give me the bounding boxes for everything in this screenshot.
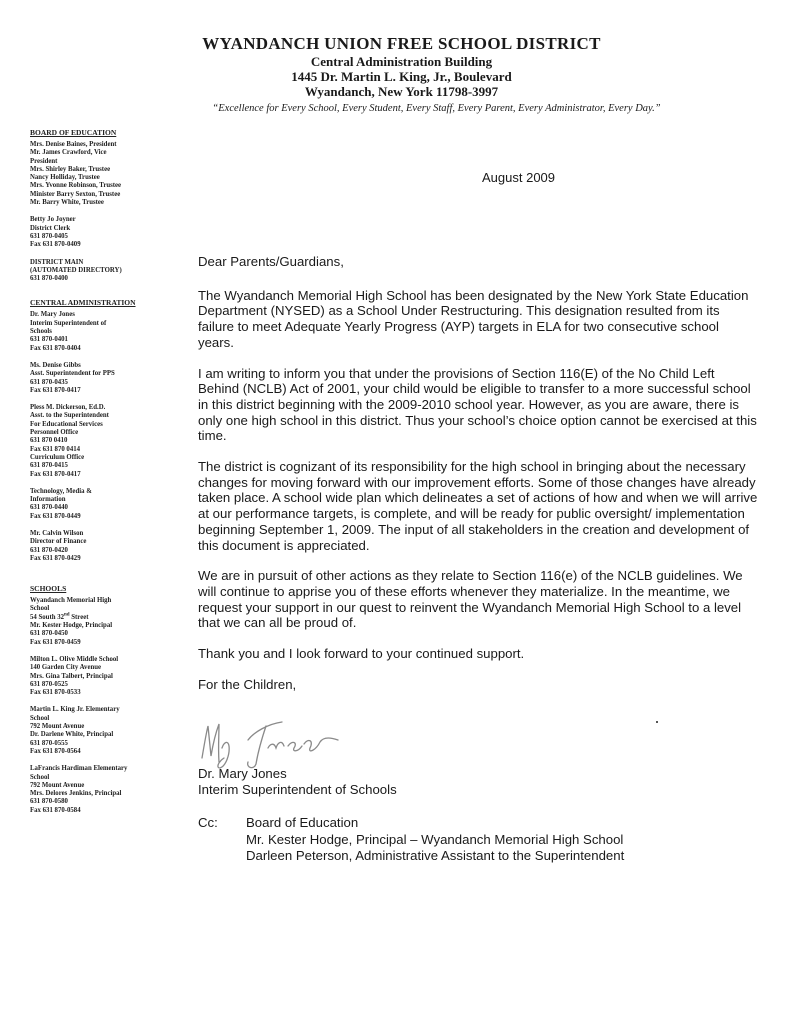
letter-date: August 2009 bbox=[482, 170, 556, 185]
admin-line: 631 870-0440 bbox=[30, 504, 68, 512]
admin-line: Fax 631 870 0414 bbox=[30, 445, 81, 453]
board-member: Mr. James Crawford, Vice bbox=[30, 149, 107, 157]
board-members bbox=[30, 141, 160, 207]
school-line: Fax 631 870-0533 bbox=[30, 689, 81, 697]
admin-entry bbox=[30, 488, 160, 521]
signer-title: Interim Superintendent of Schools bbox=[198, 782, 397, 797]
cc-list bbox=[246, 815, 624, 865]
body-paragraph: Thank you and I look forward to your continued support. bbox=[198, 646, 525, 662]
district-main-line: DISTRICT MAIN bbox=[30, 258, 84, 266]
board-member: Minister Barry Sexton, Trustee bbox=[30, 190, 121, 198]
body-paragraph: The Wyandanch Memorial High School has been designated by the New York State Education Department (NYSED) as a School Under Restructuring. This designation resulted from its failure to meet Adequate Yearly Progress (AYP) targets in ELA for two consecutive school years. bbox=[198, 287, 749, 350]
admin-line: 631 870-0401 bbox=[30, 336, 68, 344]
board-member: President bbox=[30, 157, 58, 165]
admin-line: Fax 631 870-0429 bbox=[30, 554, 81, 562]
admin-entry bbox=[30, 404, 160, 479]
school-line: 631 870-0555 bbox=[30, 739, 68, 747]
salutation: Dear Parents/Guardians, bbox=[198, 254, 344, 269]
central-admin-heading: CENTRAL ADMINISTRATION bbox=[30, 298, 136, 308]
school-line: School bbox=[30, 714, 50, 722]
district-motto: “Excellence for Every School, Every Student, Every Staff, Every Parent, Every Administrator, Every Day.” bbox=[212, 103, 661, 114]
admin-line: Ms. Denise Gibbs bbox=[30, 361, 81, 369]
board-member: Nancy Holliday, Trustee bbox=[30, 174, 100, 182]
admin-line: Personnel Office bbox=[30, 429, 79, 437]
admin-line: Fax 631 870-0417 bbox=[30, 386, 81, 394]
street-ordinal: nd bbox=[64, 612, 70, 618]
admin-line: Fax 631 870-0404 bbox=[30, 344, 81, 352]
street-address: 1445 Dr. Martin L. King, Jr., Boulevard bbox=[291, 69, 512, 84]
school-line: 792 Mount Avenue bbox=[30, 781, 85, 789]
board-member: Mrs. Denise Baines, President bbox=[30, 141, 117, 148]
school-line: Fax 631 870-0584 bbox=[30, 806, 81, 814]
school-line: 631 870-0580 bbox=[30, 798, 68, 806]
district-main bbox=[30, 259, 160, 284]
school-line: Fax 631 870-0564 bbox=[30, 747, 81, 755]
admin-line: Schools bbox=[30, 328, 52, 336]
school-entry bbox=[30, 656, 160, 697]
scan-speck bbox=[656, 721, 658, 723]
school-entry bbox=[30, 706, 160, 756]
school-entry bbox=[30, 597, 160, 647]
body-paragraph: The district is cognizant of its responsibility for the high school in bringing about the necessary changes for moving forward with our improvement efforts. Some of those changes have already taken place. A school wide plan which delineates a set of actions of how and when we will arrive at our performance targets, is complete, and will be ready for public oversight/ implementation beginning September 1, 2009. The input of all stakeholders in the creation and development of this document is appreciated. bbox=[198, 459, 758, 553]
school-fax: Fax 631 870-0459 bbox=[30, 638, 81, 646]
admin-line: Mr. Calvin Wilson bbox=[30, 529, 84, 537]
building-name: Central Administration Building bbox=[310, 54, 493, 69]
admin-line: Technology, Media & bbox=[30, 487, 92, 495]
admin-line: 631 870 0410 bbox=[30, 437, 68, 445]
sidebar-directory bbox=[30, 128, 160, 824]
school-line: Martin L. King Jr. Elementary bbox=[30, 706, 120, 714]
school-line: Dr. Darlene White, Principal bbox=[30, 731, 114, 739]
district-main-line: 631 870-0400 bbox=[30, 275, 68, 283]
clerk-line: District Clerk bbox=[30, 224, 71, 232]
admin-line: Fax 631 870-0449 bbox=[30, 512, 81, 520]
admin-entry bbox=[30, 311, 160, 352]
board-member: Mr. Barry White, Trustee bbox=[30, 199, 104, 207]
school-entry bbox=[30, 765, 160, 815]
cc-recipient: Darleen Peterson, Administrative Assistant to the Superintendent bbox=[246, 848, 625, 863]
admin-line: 631 870-0420 bbox=[30, 546, 68, 554]
school-line: Mrs. Delores Jenkins, Principal bbox=[30, 790, 122, 798]
school-line: School bbox=[30, 773, 50, 781]
clerk-line: 631 870-0405 bbox=[30, 232, 68, 240]
street-number: 54 South 32 bbox=[30, 613, 64, 621]
school-line: Mrs. Gina Talbert, Principal bbox=[30, 672, 113, 680]
admin-line: Asst. to the Superintendent bbox=[30, 412, 109, 420]
admin-entry bbox=[30, 530, 160, 563]
clerk-line: Fax 631 870-0409 bbox=[30, 241, 81, 249]
admin-line: Information bbox=[30, 496, 66, 504]
cc-recipient: Board of Education bbox=[246, 815, 359, 830]
schools-heading: SCHOOLS bbox=[30, 584, 67, 594]
admin-line: 631 870-0435 bbox=[30, 378, 68, 386]
city-address: Wyandanch, New York 11798-3997 bbox=[304, 84, 499, 99]
school-line: 140 Garden City Avenue bbox=[30, 664, 102, 672]
school-phone: 631 870-0450 bbox=[30, 630, 68, 638]
school-name: School bbox=[30, 605, 50, 613]
district-main-line: (AUTOMATED DIRECTORY) bbox=[30, 266, 122, 274]
signer-name: Dr. Mary Jones bbox=[198, 766, 287, 781]
school-name: Wyandanch Memorial High bbox=[30, 597, 112, 605]
letter-body bbox=[198, 254, 758, 701]
admin-line: Asst. Superintendent for PPS bbox=[30, 370, 115, 378]
admin-line: Interim Superintendent of bbox=[30, 319, 107, 327]
school-line: 792 Mount Avenue bbox=[30, 723, 85, 731]
school-line: LaFrancis Hardiman Elementary bbox=[30, 765, 128, 773]
admin-line: Dr. Mary Jones bbox=[30, 311, 75, 319]
board-heading: BOARD OF EDUCATION bbox=[30, 128, 117, 137]
admin-line: For Educational Services bbox=[30, 420, 103, 428]
admin-line: Curriculum Office bbox=[30, 453, 85, 461]
district-clerk bbox=[30, 216, 160, 249]
school-line: 631 870-0525 bbox=[30, 680, 68, 688]
letterhead bbox=[0, 34, 803, 116]
admin-line: Director of Finance bbox=[30, 538, 87, 546]
body-paragraph: I am writing to inform you that under the provisions of Section 116(E) of the No Child Left Behind (NCLB) Act of 2001, your child would be eligible to transfer to a more successful school in this district beginning with the 2009-2010 school year. However, as you are aware, there is only one high school in this district. Thus your school’s choice option cannot be exercised at this time. bbox=[198, 365, 757, 444]
school-street bbox=[30, 614, 160, 622]
admin-entry bbox=[30, 362, 160, 395]
board-member: Mrs. Shirley Baker, Trustee bbox=[30, 165, 111, 173]
school-principal: Mr. Kester Hodge, Principal bbox=[30, 622, 113, 630]
cc-recipient: Mr. Kester Hodge, Principal – Wyandanch Memorial High School bbox=[246, 831, 624, 847]
closing: For the Children, bbox=[198, 676, 297, 692]
district-name: WYANDANCH UNION FREE SCHOOL DISTRICT bbox=[202, 34, 601, 53]
handwritten-signature bbox=[196, 718, 356, 770]
admin-line: Pless M. Dickerson, Ed.D. bbox=[30, 404, 106, 412]
admin-line: 631 870-0415 bbox=[30, 462, 68, 470]
street-suffix: Street bbox=[69, 613, 89, 621]
body-paragraph: We are in pursuit of other actions as they relate to Section 116(e) of the NCLB guidelines. We will continue to apprise you of these efforts whenever they materialize. In the meantime, we request your support in our quest to reinvent the Wyandanch Memorial High School to a level that we can all be proud of. bbox=[198, 568, 743, 631]
school-line: Milton L. Olive Middle School bbox=[30, 655, 119, 663]
board-member: Mrs. Yvonne Robinson, Trustee bbox=[30, 182, 122, 190]
signature-block bbox=[198, 766, 397, 798]
admin-line: Fax 631 870-0417 bbox=[30, 470, 81, 478]
cc-label: Cc: bbox=[198, 815, 218, 830]
clerk-line: Betty Jo Joyner bbox=[30, 216, 76, 224]
